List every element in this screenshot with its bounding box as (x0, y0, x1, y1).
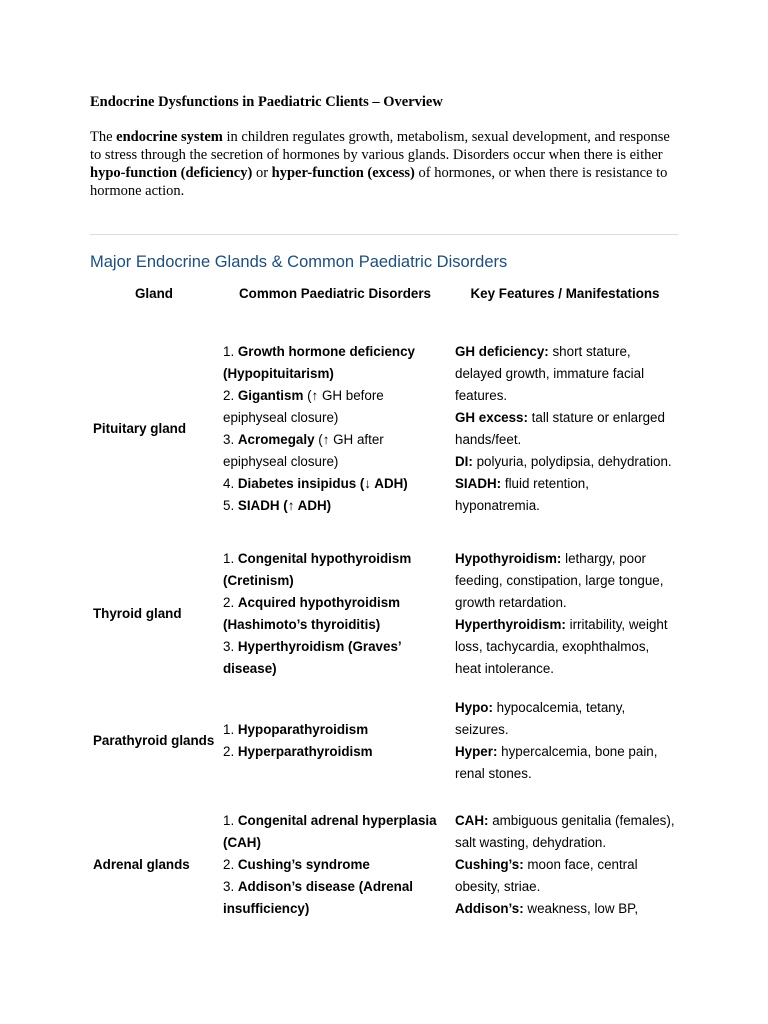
disorder-item: 3. Hyperthyroidism (Graves’ disease) (223, 639, 401, 676)
header-disorders: Common Paediatric Disorders (239, 286, 431, 301)
header-gland: Gland (135, 286, 173, 301)
disorders-cell (220, 719, 452, 763)
features-cell (452, 697, 680, 785)
disorder-item: 4. Diabetes insipidus (↓ ADH) (223, 476, 408, 491)
disorders-cell (220, 341, 452, 517)
feature-item: Hypo: hypocalcemia, tetany, seizures. (455, 700, 626, 737)
feature-item: Addison’s: weakness, low BP, (455, 901, 639, 916)
disorder-item: 2. Cushing’s syndrome (223, 857, 370, 872)
disorder-item: 1. Congenital hypothyroidism (Cretinism) (223, 551, 412, 588)
intro-text-3: or (252, 165, 272, 181)
disorder-item: 1. Congenital adrenal hyperplasia (CAH) (223, 813, 437, 850)
table-row (90, 319, 680, 539)
document-title: Endocrine Dysfunctions in Paediatric Clients – Overview (90, 94, 443, 110)
disorders-cell (220, 810, 452, 920)
feature-item: GH excess: tall stature or enlarged hands/feet. (455, 410, 665, 447)
gland-cell: Thyroid gland (93, 606, 182, 621)
intro-text-4: of hormones, or when there is resistance to hormone action. (90, 165, 668, 199)
gland-cell: Pituitary gland (93, 421, 187, 436)
table-row (90, 539, 680, 689)
intro-text-1: The (90, 129, 117, 145)
intro-bold-hypo-function: hypo-function (deficiency) (90, 165, 253, 181)
feature-item: SIADH: fluid retention, hyponatremia. (455, 476, 589, 513)
disorder-item: 2. Acquired hypothyroidism (Hashimoto’s thyroiditis) (223, 595, 401, 632)
features-cell (452, 810, 680, 920)
feature-item: Hyper: hypercalcemia, bone pain, renal stones. (455, 744, 658, 781)
disorder-item: 5. SIADH (↑ ADH) (223, 498, 332, 513)
disorder-item: 1. Growth hormone deficiency (Hypopituitarism) (223, 344, 415, 381)
section-heading: Major Endocrine Glands & Common Paediatric Disorders (90, 253, 508, 271)
header-features: Key Features / Manifestations (470, 286, 660, 301)
table-header-row (90, 283, 680, 319)
intro-bold-hyper-function: hyper-function (excess) (271, 165, 415, 181)
intro-text-2: in children regulates growth, metabolism, sexual development, and response to stress through the secretion of hormones by various glands. Disorders occur when there is either (90, 129, 670, 163)
disorders-cell (220, 548, 452, 680)
disorder-item: 3. Addison’s disease (Adrenal insufficiency) (223, 879, 414, 916)
feature-item: DI: polyuria, polydipsia, dehydration. (455, 454, 672, 469)
gland-cell: Parathyroid glands (93, 733, 215, 748)
disorder-item: 3. Acromegaly (↑ GH after epiphyseal closure) (223, 432, 384, 469)
gland-cell: Adrenal glands (93, 857, 190, 872)
feature-item: Hyperthyroidism: irritability, weight loss, tachycardia, exophthalmos, heat intolerance. (455, 617, 668, 676)
horizontal-divider (90, 234, 678, 235)
disorder-item: 2. Gigantism (↑ GH before epiphyseal closure) (223, 388, 384, 425)
table-row (90, 793, 680, 937)
intro-paragraph (90, 128, 678, 200)
disorder-item: 2. Hyperparathyroidism (223, 744, 373, 759)
feature-item: Hypothyroidism: lethargy, poor feeding, constipation, large tongue, growth retardation. (455, 551, 664, 610)
feature-item: CAH: ambiguous genitalia (females), salt wasting, dehydration. (455, 813, 675, 850)
disorder-item: 1. Hypoparathyroidism (223, 722, 369, 737)
feature-item: Cushing’s: moon face, central obesity, striae. (455, 857, 638, 894)
table-row (90, 689, 680, 793)
disorders-table (90, 283, 680, 937)
features-cell (452, 548, 680, 680)
intro-bold-endocrine-system: endocrine system (116, 129, 223, 145)
features-cell (452, 341, 680, 517)
feature-item: GH deficiency: short stature, delayed growth, immature facial features. (455, 344, 645, 403)
